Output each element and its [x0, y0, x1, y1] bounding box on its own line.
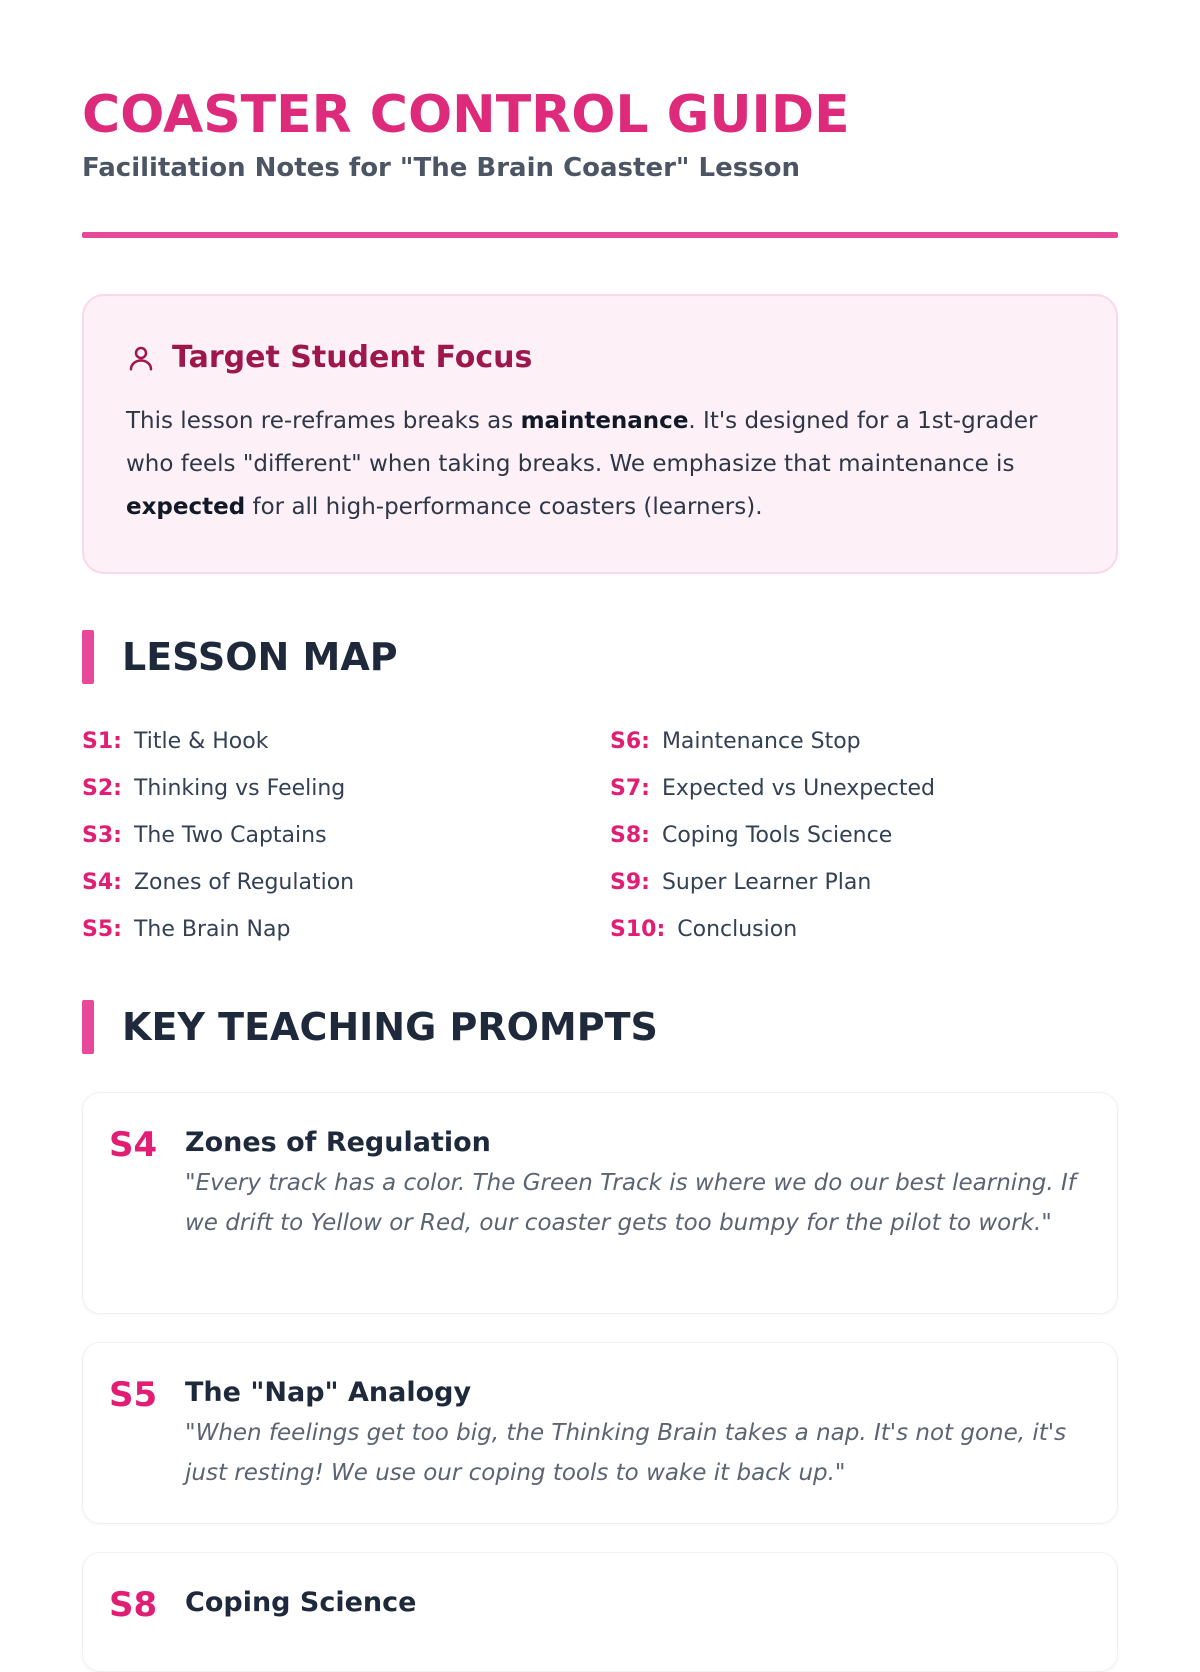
page-subtitle: Facilitation Notes for "The Brain Coaster" Lesson — [82, 153, 801, 183]
prompt-card — [82, 1552, 1118, 1672]
lesson-map-item — [610, 812, 1128, 859]
slide-code: S7: — [610, 776, 650, 801]
prompt-title: The "Nap" Analogy — [185, 1377, 472, 1408]
slide-label: Title & Hook — [133, 729, 269, 754]
prompt-card — [82, 1092, 1118, 1314]
prompt-slide-code: S5 — [109, 1375, 158, 1415]
lesson-map-item — [82, 859, 600, 906]
prompt-quote: "Every track has a color. The Green Track is where we do our best learning. If we drift to Yellow or Red, our coaster gets too bumpy for the pilot to work." — [185, 1170, 1076, 1236]
prompt-card-body — [185, 1583, 1091, 1623]
slide-code: S5: — [82, 917, 122, 942]
slide-label: Coping Tools Science — [661, 823, 893, 848]
prompt-title: Coping Science — [185, 1587, 417, 1618]
slide-label: Thinking vs Feeling — [133, 776, 346, 801]
prompt-slide-code: S8 — [109, 1585, 158, 1625]
focus-header — [126, 336, 1074, 380]
section-accent-bar — [82, 1000, 94, 1054]
slide-code: S9: — [610, 870, 650, 895]
prompt-slide-code: S4 — [109, 1125, 158, 1165]
lesson-map-column-left — [82, 718, 600, 953]
page-title: COASTER CONTROL GUIDE — [82, 85, 850, 145]
lesson-map-column-right — [610, 718, 1128, 953]
slide-code: S10: — [610, 917, 666, 942]
slide-label: The Brain Nap — [133, 917, 291, 942]
header-divider — [82, 232, 1118, 238]
slide-label: The Two Captains — [133, 823, 327, 848]
lesson-map-item — [610, 906, 1128, 953]
slide-code: S2: — [82, 776, 122, 801]
slide-label: Zones of Regulation — [133, 870, 355, 895]
lesson-map-item — [610, 765, 1128, 812]
slide-label: Maintenance Stop — [661, 729, 861, 754]
lesson-map-item — [82, 906, 600, 953]
slide-code: S1: — [82, 729, 122, 754]
section-title: KEY TEACHING PROMPTS — [122, 1005, 658, 1049]
focus-text-part: . It's designed for a 1st-grader who feels "different" when taking breaks. We emphasize that maintenance is — [126, 408, 1038, 477]
slide-label: Super Learner Plan — [661, 870, 872, 895]
lesson-map-heading — [82, 630, 1118, 684]
lesson-map-item — [82, 718, 600, 765]
target-student-focus-box — [82, 294, 1118, 574]
focus-text-part: for all high-performance coasters (learners). — [245, 494, 763, 520]
prompt-card-body — [185, 1373, 1091, 1493]
section-accent-bar — [82, 630, 94, 684]
lesson-map-item — [610, 859, 1128, 906]
focus-text — [126, 400, 1074, 529]
key-teaching-prompts-heading — [82, 1000, 658, 1054]
user-icon — [126, 343, 156, 373]
prompt-card-body — [185, 1123, 1091, 1243]
lesson-map-item — [82, 765, 600, 812]
prompt-quote: "When feelings get too big, the Thinking Brain takes a nap. It's not gone, it's just resting! We use our coping tools to wake it back up." — [185, 1420, 1067, 1486]
slide-code: S3: — [82, 823, 122, 848]
slide-label: Conclusion — [677, 917, 798, 942]
focus-text-part: This lesson re-reframes breaks as — [126, 408, 521, 434]
section-title: LESSON MAP — [122, 635, 398, 679]
focus-bold-expected: expected — [126, 494, 246, 520]
slide-code: S8: — [610, 823, 650, 848]
slide-label: Expected vs Unexpected — [661, 776, 935, 801]
lesson-map-list — [82, 718, 1118, 958]
prompt-card — [82, 1342, 1118, 1524]
slide-code: S4: — [82, 870, 122, 895]
prompt-title: Zones of Regulation — [185, 1127, 491, 1158]
lesson-map-item — [82, 812, 600, 859]
focus-bold-maintenance: maintenance — [520, 408, 689, 434]
lesson-map-item — [610, 718, 1128, 765]
slide-code: S6: — [610, 729, 650, 754]
focus-title: Target Student Focus — [172, 340, 533, 375]
